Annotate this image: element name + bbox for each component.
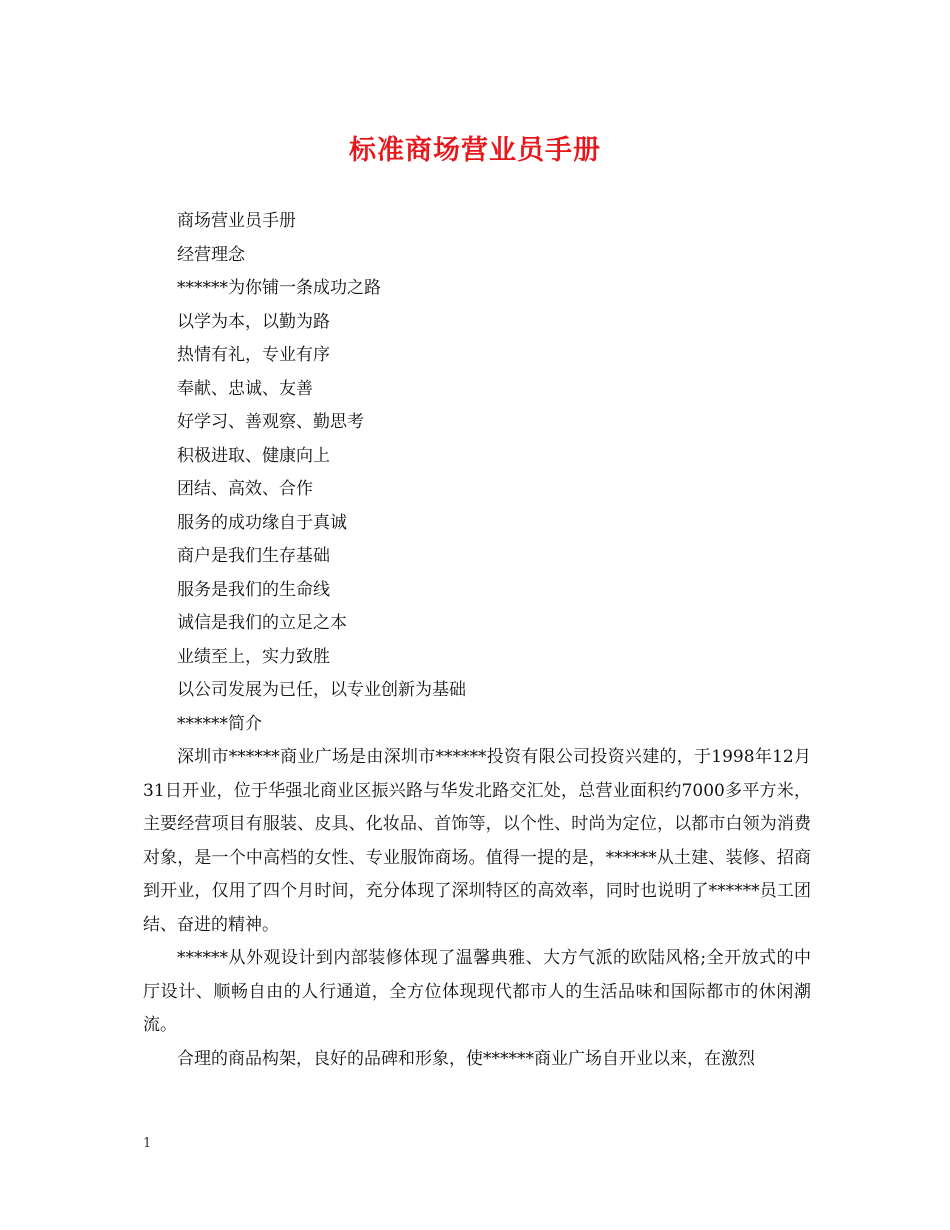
section-heading: ******简介 — [177, 713, 262, 734]
text-line: 以学为本，以勤为路 — [177, 311, 330, 332]
text-line: 业绩至上，实力致胜 — [177, 646, 330, 667]
text-line: 好学习、善观察、勤思考 — [177, 412, 364, 432]
text-line: 经营理念 — [177, 244, 245, 265]
text-line: 以公司发展为已任，以专业创新为基础 — [177, 680, 466, 700]
text-line: 服务是我们的生命线 — [177, 579, 330, 600]
text-line: 团结、高效、合作 — [177, 479, 313, 499]
text-line: 积极进取、健康向上 — [177, 445, 330, 466]
text-line: 诚信是我们的立足之本 — [177, 613, 347, 633]
text-line: 热情有礼，专业有序 — [177, 345, 330, 365]
body-paragraph: 深圳市******商业广场是由深圳市******投资有限公司投资兴建的，于1998年12月31日开业，位于华强北商业区振兴路与华发北路交汇处，总营业面积约7000多平方米，主要经营项目有服装、皮具、化妆品、首饰等，以个性、时尚为定位，以都市白领为消费对象，是一个中高档的女性、专业服饰商场。值得一提的是，******从土建、装修、招商到开业，仅用了四个月时间，充分体现了深圳特区的高效率，同时也说明了******员工团结、奋进的精神。 — [143, 747, 811, 935]
page-number: 1 — [143, 1136, 152, 1151]
body-paragraph: ******从外观设计到内部装修体现了温馨典雅、大方气派的欧陆风格;全开放式的中厅设计、顺畅自由的人行通道，全方位体现现代都市人的生活品味和国际都市的休闲潮流。 — [143, 948, 811, 1035]
document-title: 标准商场营业员手册 — [349, 135, 601, 166]
text-line: ******为你铺一条成功之路 — [177, 278, 381, 298]
body-paragraph: 合理的商品构架，良好的品碑和形象，使******商业广场自开业以来，在激烈 — [177, 1048, 755, 1069]
document-body — [143, 205, 811, 1076]
text-line: 商场营业员手册 — [177, 211, 296, 231]
text-line: 商户是我们生存基础 — [177, 546, 330, 566]
text-line: 服务的成功缘自于真诚 — [177, 512, 347, 533]
text-line: 奉献、忠诚、友善 — [177, 378, 313, 399]
